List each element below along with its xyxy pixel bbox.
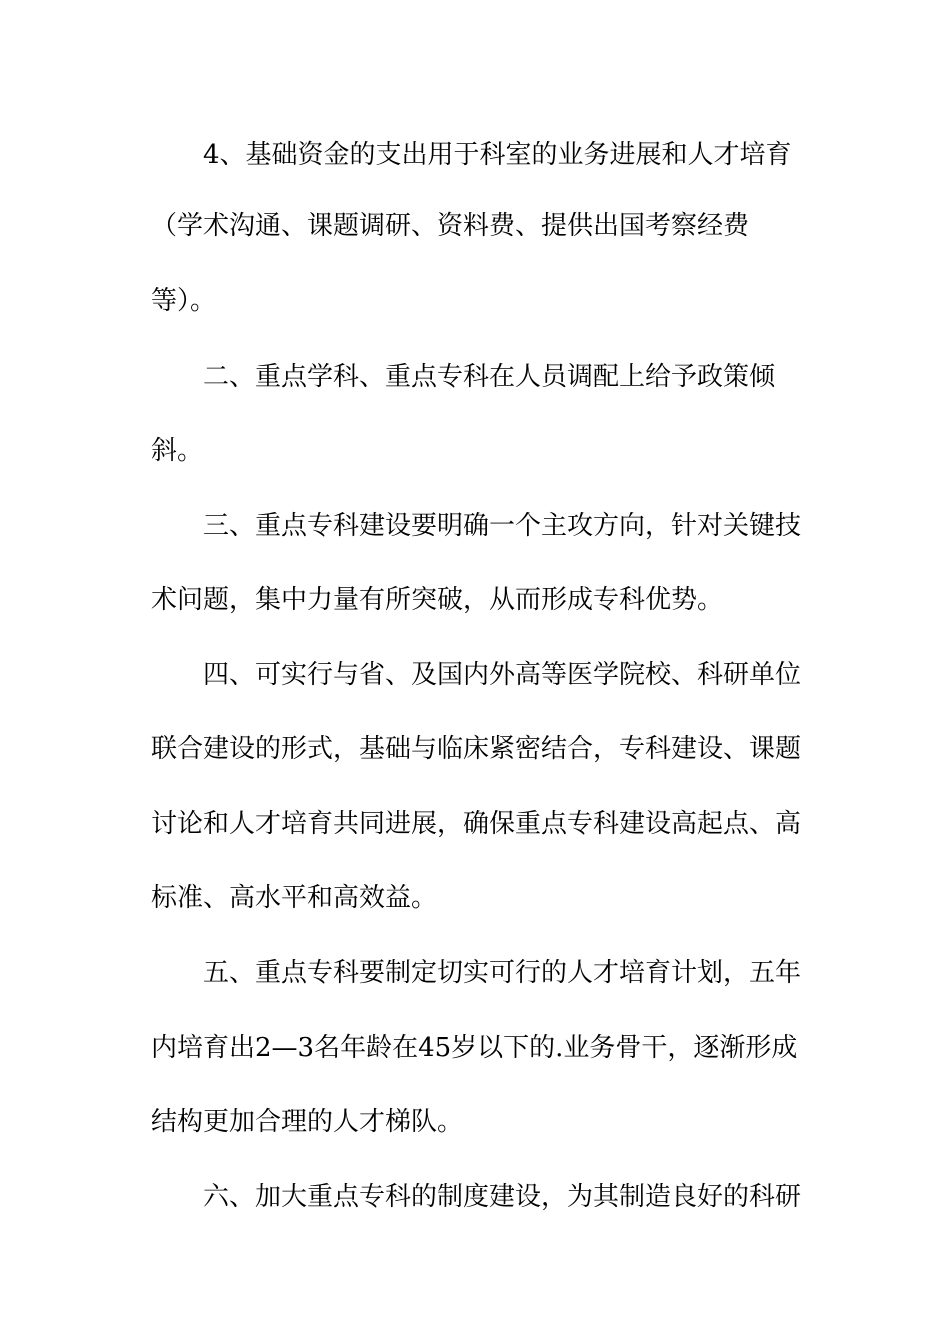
paragraph-2-line-2: 斜。 (151, 436, 204, 466)
paragraph-2-line-1: 二、重点学科、重点专科在人员调配上给予政策倾 (203, 362, 776, 392)
paragraph-5-line-1: 五、重点专科要制定切实可行的人才培育计划，五年 (203, 958, 802, 988)
paragraph-4-line-1: 四、可实行与省、及国内外高等医学院校、科研单位 (203, 660, 802, 690)
paragraph-1-line-3: 等）。 (151, 286, 217, 316)
paragraph-5-line-3: 结构更加合理的人才梯队。 (151, 1107, 464, 1137)
paragraph-1-line-1: 4、基础资金的支出用于科室的业务进展和人才培育 (203, 140, 792, 170)
paragraph-5-line-2: 内培育出2—3名年龄在45岁以下的.业务骨干，逐渐形成 (151, 1033, 798, 1063)
paragraph-3-line-2: 术问题，集中力量有所突破，从而形成专科优势。 (151, 585, 724, 615)
paragraph-4-line-4: 标准、高水平和高效益。 (151, 883, 438, 913)
paragraph-3-line-1: 三、重点专科建设要明确一个主攻方向，针对关键技 (203, 511, 802, 541)
paragraph-6-line-1: 六、加大重点专科的制度建设，为其制造良好的科研 (203, 1182, 802, 1212)
paragraph-4-line-3: 讨论和人才培育共同进展，确保重点专科建设高起点、高 (151, 809, 802, 839)
paragraph-1-line-2: （学术沟通、课题调研、资料费、提供出国考察经费 (151, 211, 750, 241)
paragraph-4-line-2: 联合建设的形式，基础与临床紧密结合，专科建设、课题 (151, 734, 802, 764)
